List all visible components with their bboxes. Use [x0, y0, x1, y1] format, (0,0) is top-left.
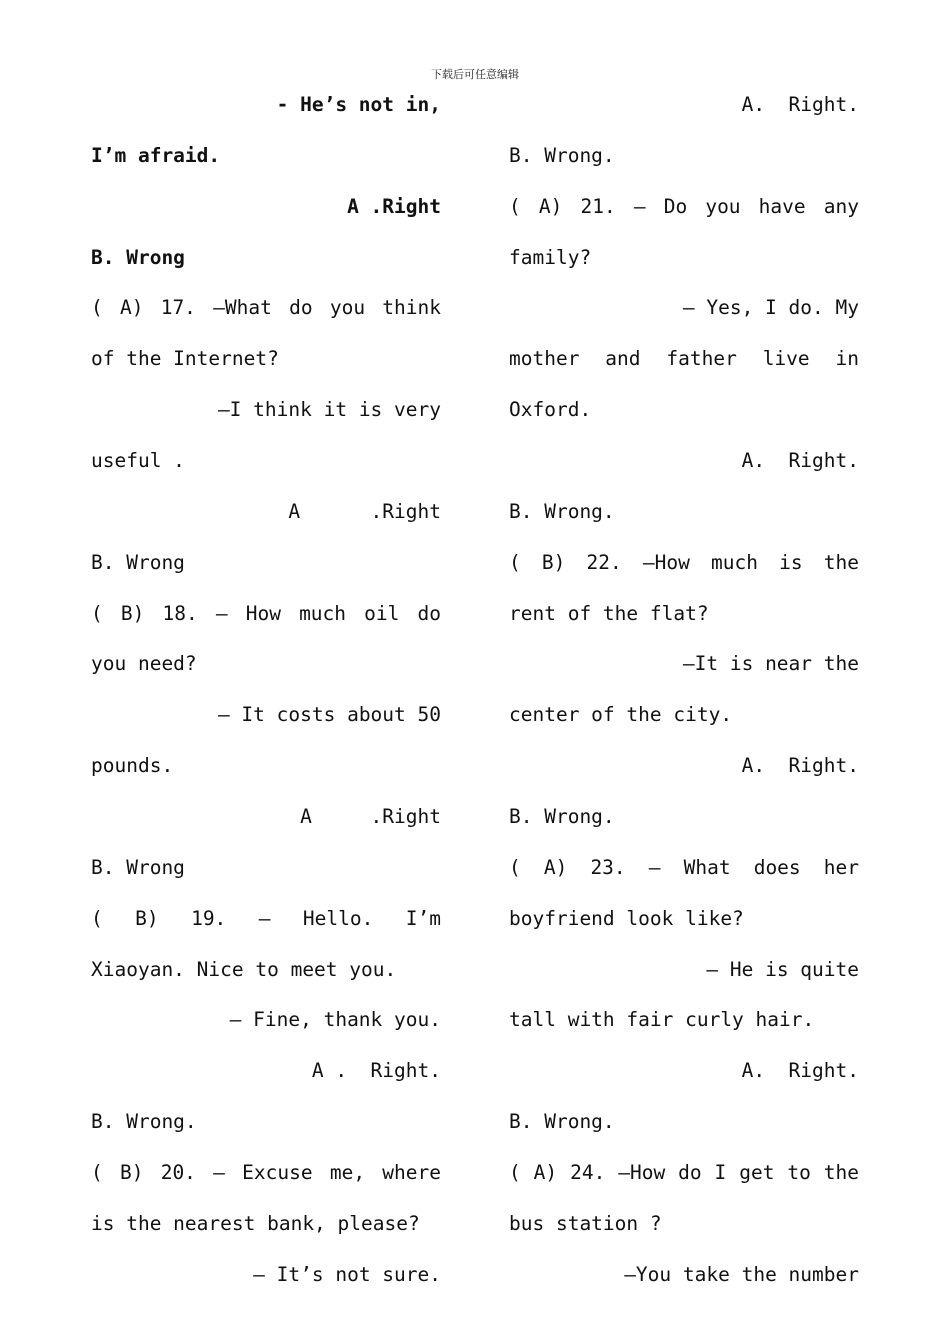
left-column-line: pounds. [91, 754, 174, 778]
right-column-line: Oxford. [509, 398, 592, 422]
left-column-line: of the Internet? [91, 347, 279, 371]
right-column-line: A. Right. [741, 448, 859, 472]
right-column-line: B. Wrong. [509, 143, 615, 167]
left-column-line: - He’s not in, [276, 93, 441, 116]
left-column-line: B. Wrong. [91, 1110, 197, 1133]
left-column-line: useful . [91, 448, 185, 472]
left-column-line: you need? [91, 652, 197, 676]
left-column-line: ( B) 18. – How much oil do [91, 601, 441, 625]
right-column-line: —You take the number [624, 1262, 859, 1286]
right-column-line: ( A) 23. — What does her [509, 855, 859, 879]
right-column-line: A. Right. [741, 93, 859, 116]
left-column-line: A .Right [347, 194, 441, 218]
left-column-line: ( B) 19. — Hello. I’m [91, 906, 441, 930]
left-column-line: A .Right [300, 804, 441, 828]
left-column-line: — Fine, thank you. [229, 1008, 441, 1032]
left-column-line: ( B) 20. — Excuse me, where [91, 1160, 441, 1184]
left-column-line: is the nearest bank, please? [91, 1211, 420, 1235]
right-column-line: tall with fair curly hair. [509, 1008, 815, 1032]
page-header: 下载后可任意编辑 [431, 68, 519, 81]
left-column-line: B. Wrong [91, 855, 185, 879]
right-column-line: A. Right. [741, 754, 859, 778]
left-column-line: — It’s not sure. [253, 1262, 441, 1286]
left-column-line: B. Wrong [91, 245, 185, 269]
right-column-line: family? [509, 245, 592, 269]
left-column-line: ( A) 17. –What do you think [91, 296, 441, 320]
right-column-line: B. Wrong. [509, 1110, 615, 1133]
right-column-line: A. Right. [741, 1059, 859, 1083]
right-column-line: rent of the flat? [509, 601, 709, 625]
right-column-line: —It is near the [682, 652, 859, 676]
right-column-line: center of the city. [509, 703, 733, 727]
left-column-line: B. Wrong [91, 550, 185, 574]
right-column-line: ( A) 21. — Do you have any [509, 194, 859, 218]
left-column-line: – It costs about 50 [217, 703, 441, 727]
right-column-line: — He is quite [706, 957, 859, 981]
right-column-line: bus station ? [509, 1211, 662, 1235]
right-column-line: ( B) 22. —How much is the [509, 550, 859, 574]
left-column-line: A .Right [288, 499, 441, 523]
right-column-line: boyfriend look like? [509, 906, 744, 930]
right-column-line: mother and father live in [509, 347, 859, 371]
left-column-line: A . Right. [311, 1059, 441, 1083]
right-column-line: B. Wrong. [509, 804, 615, 828]
left-column-line: –I think it is very [217, 398, 441, 422]
left-column-line: I’m afraid. [91, 143, 221, 167]
right-column-line: B. Wrong. [509, 499, 615, 523]
right-column-line: ( A) 24. —How do I get to the [509, 1160, 859, 1184]
right-column-line: — Yes, I do. My [682, 296, 859, 320]
left-column-line: Xiaoyan. Nice to meet you. [91, 957, 397, 981]
